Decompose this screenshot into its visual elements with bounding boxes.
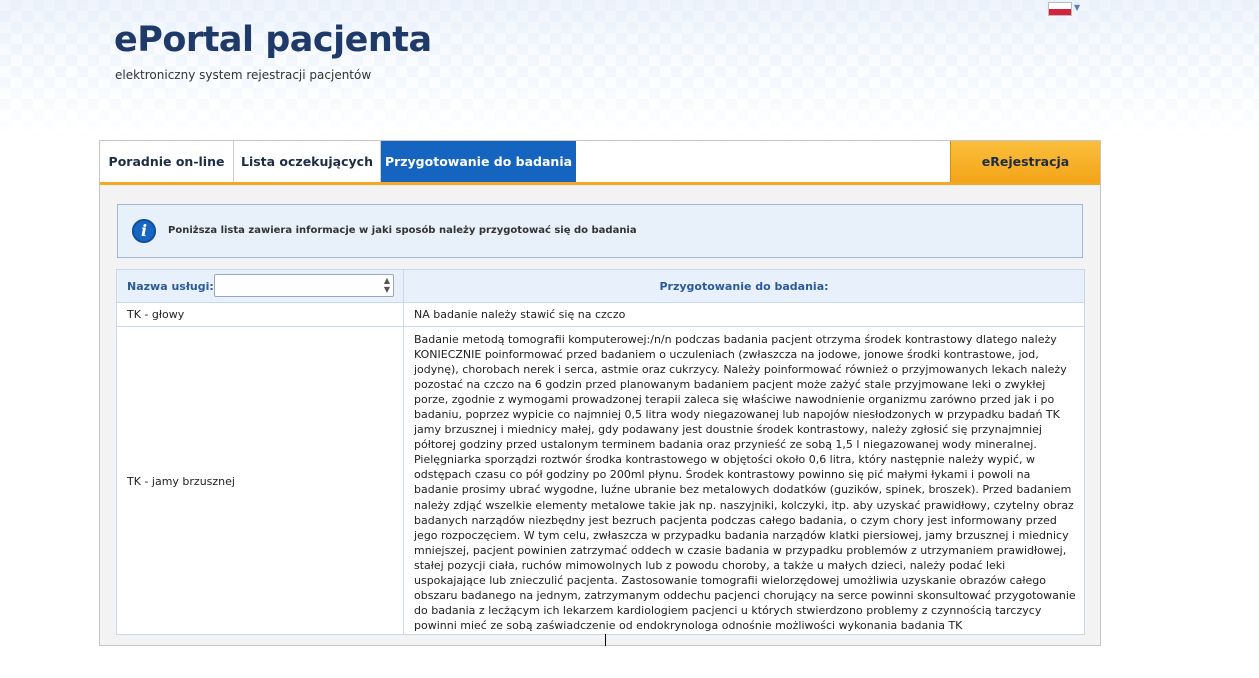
prep-text: NA badanie należy stawić się na czczo [414, 308, 626, 321]
table-row [117, 327, 1084, 634]
service-name-cell [117, 327, 404, 634]
service-name: TK - głowy [127, 308, 185, 321]
prep-header: Przygotowanie do badania: [659, 279, 829, 293]
main-frame [99, 140, 1101, 646]
header-name-cell [117, 270, 404, 302]
prep-cell [404, 327, 1084, 634]
tab-przygotowanie-do-badania[interactable]: Przygotowanie do badania [381, 141, 576, 182]
service-name-cell [117, 303, 404, 326]
preparation-table [116, 269, 1085, 635]
info-message [117, 204, 1083, 258]
app-subtitle: elektroniczny system rejestracji pacjentów [115, 68, 372, 82]
info-text: Poniższa lista zawiera informacje w jaki sposób należy przygotować się do badania [168, 225, 637, 236]
service-name: TK - jamy brzusznej [127, 475, 235, 488]
tab-poradnie-online[interactable]: Poradnie on-line [100, 141, 234, 182]
pl-flag-icon[interactable] [1048, 2, 1072, 16]
erejestracja-button[interactable]: eRejestracja [950, 141, 1100, 182]
service-name-select[interactable] [214, 274, 394, 297]
prep-cell [404, 303, 1084, 326]
select-arrows-icon: ▲ ▼ [383, 276, 390, 294]
table-row [117, 303, 1084, 327]
table-header [117, 270, 1084, 303]
app-title: ePortal pacjenta [114, 20, 432, 60]
tab-bar [100, 141, 1100, 185]
tab-lista-oczekujacych[interactable]: Lista oczekujących [234, 141, 381, 182]
text-cursor [605, 634, 606, 646]
prep-text: Badanie metodą tomografii komputerowej:/n/n podczas badania pacjent otrzyma środek kontrastowy dlatego należy KONIECZNIE poinformować przed badaniem o uczuleniach (zwłaszcza na jodowe, jonowe środki kontrastowe, jod, jodynę), chorobach nerek i serca, astmie oraz cukrzycy. Należy poinformować również o przyjmowanych lekach należy pozostać na czczo na 6 godzin przed planowanym badaniem pacjent może zażyć stale przyjmowane leki o zwykłej porze, zgodnie z wymogami prowadzonej terapii zaleca się właściwe nawodnienie organizmu zarówno przed jak i po badaniu, poprzez wypicie co najmniej 0,5 litra wody niegazowanej lub napojów niesłodzonych w przypadku badań TK jamy brzusznej i miednicy małej, gdy podawany jest doustnie środek kontrastowy, należy zgłosić się przynajmniej półtorej godziny przed ustalonym terminem badania oraz przynieść ze sobą 1,5 l niegazowanej wody mineralnej. Pielęgniarka sporządzi roztwór środka kontrastowego w objętości około 0,6 litra, który następnie należy wypić, w odstępach czasu co pół godziny po 200ml płynu. Środek kontrastowy powinno się pić małymi łykami i powoli na badanie prosimy ubrać wygodne, luźne ubranie bez metalowych dodatków (guzików, spinek, broszek). Przed badaniem należy zdjąć wszelkie elementy metalowe takie jak np. naszyjniki, kolczyki, itp. aby uzyskać prawidłowy, czytelny obraz badanych narządów niezbędny jest bezruch pacjenta podczas całego badania, o czym chory jest informowany przed jego rozpoczęciem. W tym celu, zwłaszcza w przypadku badania narządów klatki piersiowej, jamy brzusznej i miednicy mniejszej, pacjent powinien zatrzymać oddech w czasie badania w przypadku problemów z utrzymaniem prawidłowej, stałej pozycji ciała, ruchów mimowolnych lub z powodu choroby, a także u małych dzieci, należy podać leki uspokajające lub znieczulić pacjenta. Zastosowanie tomografii wielorzędowej umożliwia uzyskanie obrazów całego obszaru badanego na jednym, zatrzymanym oddechu pacjenci chorujący na serce powinni skonsultować przygotowanie do badania z lecżącym ich lekarzem kardiologiem pacjenci u których stwierdzono problemy z czynnością tarczycy powinni mieć ze sobą zaświadczenie od endokrynologa odnośnie możliwości wykonania badania TK [414, 333, 1076, 632]
language-dropdown-arrow-icon[interactable]: ▼ [1074, 3, 1081, 12]
filter-label: Nazwa usługi: [127, 280, 214, 293]
info-icon: i [132, 219, 156, 243]
